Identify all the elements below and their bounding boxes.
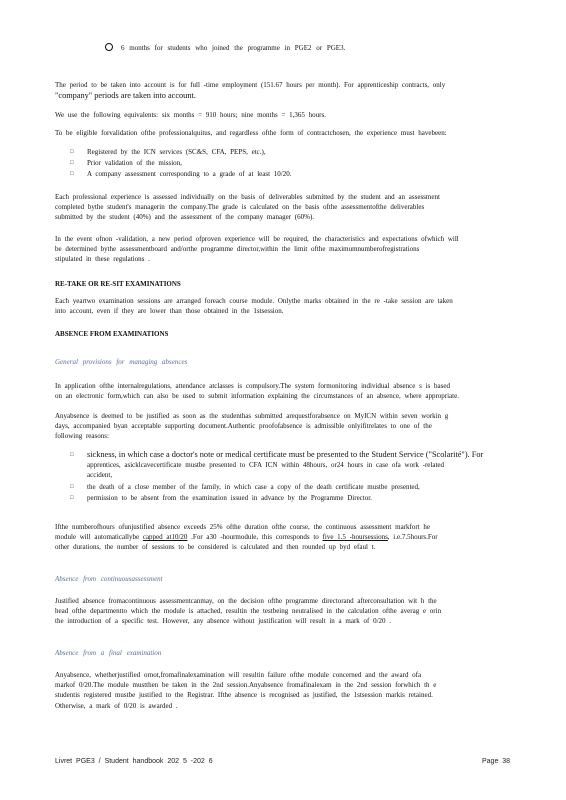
circle-bullet-icon xyxy=(105,43,113,51)
assessment-paragraph xyxy=(55,192,512,223)
assessment-line-2: completed bythe student's managerin the company.The grade is calculated on the basis ofthe assessmentofthe deliverables xyxy=(55,203,425,212)
square-bullet-icon: □ xyxy=(70,495,74,501)
justified-line-3: following reasons: xyxy=(55,432,109,441)
unjustified-line-2 xyxy=(55,532,512,542)
period-paragraph xyxy=(55,80,512,101)
eligibility-paragraph: To be eligible forvalidation ofthe professionalquitus, and regardless ofthe form of contractchosen, the experience must havebeen: xyxy=(55,129,447,137)
square-bullet-icon: □ xyxy=(70,452,74,458)
non-validation-line-3: stipulated in these regulations . xyxy=(55,255,150,264)
unjustified-hours-paragraph xyxy=(55,522,512,553)
five-sessions-underlined-text: five 1.5 -hoursessions xyxy=(322,533,388,542)
non-validation-line-2: be determined bythe assessmentboard and/orthe programme director,within the limit ofthe maximumnumberofregistrations xyxy=(55,245,420,254)
unjustified-line-2-start: module will automaticallybe xyxy=(55,533,140,542)
non-validation-paragraph xyxy=(55,234,512,265)
retake-paragraph xyxy=(55,296,512,316)
application-line-1: In application ofthe internalregulations, attendance atclasses is compulsory.The system formonitoring individual absence s is based xyxy=(55,382,450,390)
retake-line-2: into account, even if they are lower than those obtained in the 1stsession. xyxy=(55,307,284,316)
application-line-2: on an electronic form,which can also be used to submit information explaining the circumstances of an absence, where appropriate. xyxy=(55,392,459,401)
continuous-assessment-paragraph xyxy=(55,596,512,627)
eligibility-item-text: Prior validation of the mission, xyxy=(87,159,182,167)
final-line-3: studentis registered mustbe justified to the Registrar. Ifthe absence is recognised as justified, the 1stsession markis retained. xyxy=(55,691,433,700)
intro-bullet xyxy=(105,43,505,53)
period-line-1: The period to be taken into account is for full -time employment (151.67 hours per month). For apprenticeship contracts, only xyxy=(55,81,446,89)
period-line-2: "company" periods are taken into account. xyxy=(55,91,196,101)
application-paragraph xyxy=(55,381,512,401)
justified-line-1: Anyabsence is deemed to be justified as soon as the studenthas submitted arequestforabsence on MyICN within seven workin g xyxy=(55,412,449,420)
reason-permission-text: permission to be absent from the examination issued in advance by the Programme Director. xyxy=(87,494,372,502)
square-bullet-icon: □ xyxy=(70,171,74,177)
retake-line-1: Each yeartwo examination sessions are arranged foreach course module. Onlythe marks obtained in the re -take session are taken xyxy=(55,297,453,305)
reason-item-sickness xyxy=(70,449,515,483)
final-line-1: Anyabsence, whetherjustified ornot,fromafinalexamination will resultin failure ofthe module concerned and the award ofa xyxy=(55,671,422,679)
justified-line-2: days, accompanied byan acceptable supporting document.Authentic proofofabsence is admissible onlyifitrelates to one of the xyxy=(55,422,432,431)
final-exam-subheading: Absence from a final examination xyxy=(55,649,162,657)
final-line-4: Otherwise, a mark of 0/20 is awarded . xyxy=(55,701,178,710)
reason-death-text: the death of a close member of the family, in which case a copy of the death certificate mustbe presented, xyxy=(87,483,420,491)
justified-absence-paragraph xyxy=(55,411,512,442)
equivalents-paragraph: We use the following equivalents: six months = 910 hours; nine months = 1,365 hours. xyxy=(55,111,326,119)
general-provisions-subheading: General provisions for managing absences xyxy=(55,358,188,366)
continuous-line-2: head ofthe departmentto which the module is attached, resultin the testbeing neutralised in the calculation ofthe averag e orin xyxy=(55,607,442,616)
eligibility-item-text: A company assessment corresponding to a grade of at least 10/20. xyxy=(87,170,292,178)
unjustified-line-2-middle: .For a30 -hourmodule, this corresponds to xyxy=(191,533,319,542)
footer-title: Livret PGE3 / Student handbook 202 5 -202 6 xyxy=(55,758,213,765)
square-bullet-icon: □ xyxy=(70,149,74,155)
continuous-line-3: the introduction of a specific test. However, any absence without justification will result in a mark of 0/20 . xyxy=(55,617,392,626)
unjustified-line-3: other durations, the number of sessions to be considered is calculated and then rounded up byd efaul t. xyxy=(55,543,376,552)
assessment-line-1: Each professional experience is assessed individually on the basis of deliverables submitted by the student and an assessment xyxy=(55,193,440,201)
square-bullet-icon: □ xyxy=(70,160,74,166)
absence-heading: ABSENCE FROM EXAMINATIONS xyxy=(55,330,169,338)
reason-sickness-line-1: sickness, in which case a doctor's note or medical certificate must be presented to the Student Service ("Scolarité"). For xyxy=(87,450,484,459)
square-bullet-icon: □ xyxy=(70,484,74,490)
non-validation-line-1: In the event ofnon -validation, a new period ofproven experience will be required, the characteristics and expectations ofwhich will xyxy=(55,235,459,243)
unjustified-line-2-end: , i.e.7.5hours.For xyxy=(387,533,438,542)
final-line-2: markof 0/20.The module mustthen be taken in the 2nd session.Anyabsence fromafinalexam in the 2nd session forwhich th e xyxy=(55,681,437,690)
reason-sickness-line-2: apprentices, asicklcavecertificate mustbe presented to CFA ICN within 48hours, or24 hours in case ofa work -related xyxy=(87,461,445,469)
unjustified-line-1: Ifthe numberofhours ofunjustified absence exceeds 25% ofthe duration ofthe course, the continuous assessment markfort he xyxy=(55,523,430,531)
intro-bullet-text: 6 months for students who joined the programme in PGE2 or PGE3. xyxy=(121,44,346,52)
reason-sickness-line-3: accident, xyxy=(87,471,113,480)
capped-underlined-text: capped at10/20 xyxy=(142,533,188,542)
eligibility-item-text: Registered by the ICN services (SC&S, CFA, PEPS, etc.), xyxy=(87,148,266,156)
continuous-assessment-subheading: Absence from continuousassessment xyxy=(55,575,163,583)
reason-sickness-text xyxy=(87,449,512,480)
retake-heading: RE-TAKE OR RE-SIT EXAMINATIONS xyxy=(55,280,181,288)
final-exam-paragraph xyxy=(55,670,512,711)
page-number: Page 38 xyxy=(482,758,511,765)
continuous-line-1: Justified absence fromacontinuous assessmentcanmay, on the decision ofthe programme directorand afterconsultation wit h the xyxy=(55,597,437,605)
assessment-line-3: submitted by the student (40%) and the assessment of the company manager (60%). xyxy=(55,213,315,222)
